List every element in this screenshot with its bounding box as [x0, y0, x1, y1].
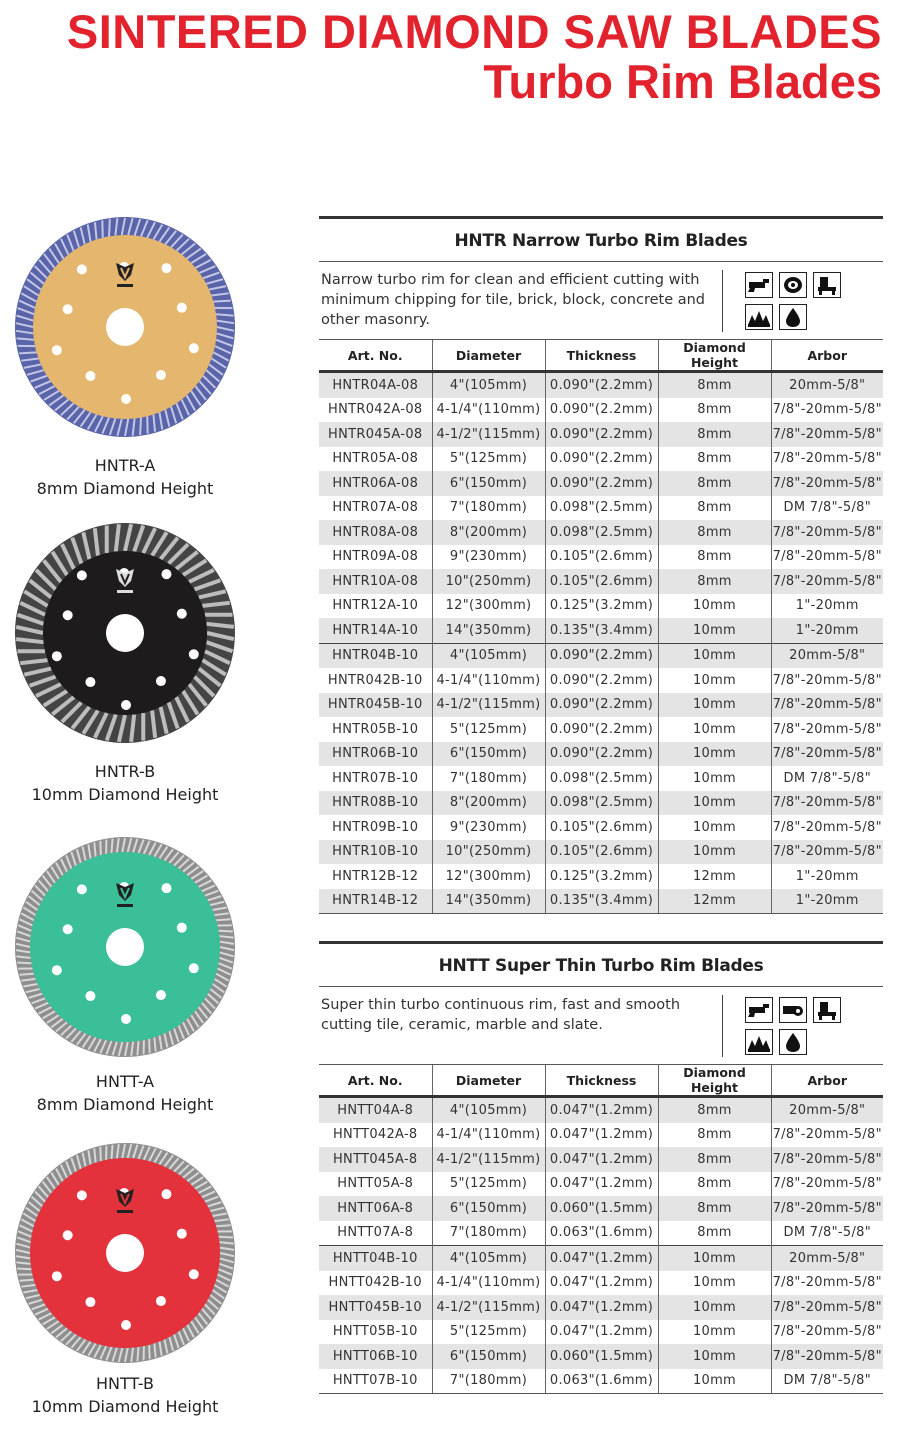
- table-cell: 7/8"-20mm-5/8": [771, 1295, 883, 1320]
- table-cell: 0.060"(1.5mm): [545, 1196, 658, 1221]
- table-cell: HNTT04B-10: [319, 1246, 432, 1271]
- table-cell: 7/8"-20mm-5/8": [771, 1172, 883, 1197]
- tile-cutter-icon: [779, 997, 807, 1023]
- hntr-section: [319, 216, 883, 914]
- table-row: [319, 1172, 883, 1197]
- table-row: [319, 1344, 883, 1369]
- table-row: [319, 496, 883, 521]
- blade-model-label: HNTR-B: [94, 762, 156, 781]
- table-cell: 7/8"-20mm-5/8": [771, 1344, 883, 1369]
- table-cell: 5"(125mm): [432, 717, 545, 742]
- table-cell: 20mm-5/8": [771, 372, 883, 398]
- table-cell: HNTR07B-10: [332, 770, 419, 786]
- table-cell: HNTR14A-10: [319, 618, 432, 643]
- table-cell: DM 7/8"-5/8": [771, 496, 883, 521]
- table-cell: 0.047"(1.2mm): [545, 1147, 658, 1172]
- table-cell: 0.090"(2.2mm): [545, 398, 658, 423]
- table-cell: 4-1/2"(115mm): [432, 1147, 545, 1172]
- column-header: Art. No.: [319, 340, 432, 372]
- table-cell: 10mm: [658, 840, 771, 865]
- table-cell: 7/8"-20mm-5/8": [771, 791, 883, 816]
- table-cell: 7/8"-20mm-5/8": [771, 569, 883, 594]
- table-row: [319, 791, 883, 816]
- table-row: [319, 815, 883, 840]
- table-cell: 10mm: [658, 1246, 771, 1271]
- table-row: [319, 1123, 883, 1148]
- table-cell: 20mm-5/8": [771, 1246, 883, 1271]
- table-cell: 0.090"(2.2mm): [545, 471, 658, 496]
- table-cell: 7/8"-20mm-5/8": [771, 742, 883, 767]
- table-row: [319, 693, 883, 718]
- table-cell: 8mm: [658, 1097, 771, 1123]
- table-row: [319, 1320, 883, 1345]
- table-row: [319, 840, 883, 865]
- table-cell: 0.135"(3.4mm): [545, 618, 658, 643]
- table-cell: 0.047"(1.2mm): [545, 1172, 658, 1197]
- table-cell: 5"(125mm): [432, 1320, 545, 1345]
- table-cell: 20mm-5/8": [771, 643, 883, 668]
- table-row: [319, 1221, 883, 1246]
- table-cell: 4-1/2"(115mm): [432, 422, 545, 447]
- table-cell: 4-1/4"(110mm): [432, 668, 545, 693]
- table-cell: 0.090"(2.2mm): [545, 668, 658, 693]
- table-row: [319, 1246, 883, 1271]
- section-description: Super thin turbo continuous rim, fast and smooth cutting tile, ceramic, marble and slate.: [321, 997, 681, 1033]
- table-row: [319, 422, 883, 447]
- table-cell: 0.047"(1.2mm): [545, 1271, 658, 1296]
- table-cell: 10mm: [658, 1271, 771, 1296]
- table-row: [319, 742, 883, 767]
- dry-cut-icon: [745, 1029, 773, 1055]
- table-cell: HNTT045B-10: [319, 1295, 432, 1320]
- table-cell: HNTT06A-8: [319, 1196, 432, 1221]
- table-cell: 14"(350mm): [432, 889, 545, 914]
- table-cell: HNTT07B-10: [319, 1369, 432, 1394]
- table-cell: 7/8"-20mm-5/8": [771, 545, 883, 570]
- table-cell: HNTR12B-12: [332, 868, 419, 884]
- table-cell: 10mm: [658, 1344, 771, 1369]
- table-cell: 10mm: [658, 643, 771, 668]
- column-header: Arbor: [771, 340, 883, 372]
- table-cell: HNTR05A-08: [332, 451, 419, 467]
- table-cell: 7/8"-20mm-5/8": [771, 815, 883, 840]
- table-cell: 0.047"(1.2mm): [545, 1097, 658, 1123]
- table-cell: 10mm: [658, 1320, 771, 1345]
- table-cell: 4-1/4"(110mm): [432, 1271, 545, 1296]
- table-row: [319, 668, 883, 693]
- blade-image-hntt-b: [14, 1142, 236, 1364]
- column-header: Diameter: [432, 1065, 545, 1097]
- blade-model-label: HNTT-B: [96, 1374, 154, 1393]
- section-title: HNTR Narrow Turbo Rim Blades: [319, 219, 883, 262]
- table-row: [319, 766, 883, 791]
- table-row: [319, 594, 883, 619]
- table-cell: 0.098"(2.5mm): [545, 520, 658, 545]
- table-cell: 7/8"-20mm-5/8": [771, 717, 883, 742]
- table-cell: 10mm: [658, 742, 771, 767]
- cutoff-saw-icon: [779, 272, 807, 298]
- table-cell: 8mm: [658, 471, 771, 496]
- table-cell: 6"(150mm): [432, 1196, 545, 1221]
- blade-height-label: 8mm Diamond Height: [36, 479, 214, 498]
- table-cell: 5"(125mm): [432, 447, 545, 472]
- table-cell: HNTR07A-08: [332, 500, 419, 516]
- table-cell: 0.063"(1.6mm): [545, 1221, 658, 1246]
- table-cell: HNTT045A-8: [319, 1147, 432, 1172]
- handheld-grinder-icon: [745, 272, 773, 298]
- table-cell: HNTR042B-10: [327, 672, 423, 688]
- dry-cut-icon: [745, 304, 773, 330]
- table-cell: 0.090"(2.2mm): [545, 742, 658, 767]
- table-cell: 0.090"(2.2mm): [545, 422, 658, 447]
- table-row: [319, 618, 883, 643]
- column-header: Diamond Height: [658, 340, 771, 372]
- table-row: [319, 1147, 883, 1172]
- table-cell: 1"-20mm: [771, 594, 883, 619]
- table-cell: 8mm: [658, 1123, 771, 1148]
- table-row: [319, 1097, 883, 1123]
- table-cell: 10"(250mm): [432, 569, 545, 594]
- table-row: [319, 1295, 883, 1320]
- table-row: [319, 545, 883, 570]
- table-cell: 0.105"(2.6mm): [545, 815, 658, 840]
- table-cell: 12mm: [658, 864, 771, 889]
- table-cell: 10mm: [658, 1295, 771, 1320]
- table-cell: 1"-20mm: [771, 864, 883, 889]
- blade-caption-hntr-b: [0, 760, 250, 806]
- table-cell: HNTT05B-10: [332, 1324, 418, 1340]
- table-cell: 7/8"-20mm-5/8": [771, 668, 883, 693]
- table-cell: 0.047"(1.2mm): [545, 1123, 658, 1148]
- blade-caption-hntr-a: [0, 454, 250, 500]
- table-cell: 10mm: [658, 668, 771, 693]
- table-cell: 8"(200mm): [432, 520, 545, 545]
- table-row: [319, 1271, 883, 1296]
- table-cell: 0.105"(2.6mm): [545, 569, 658, 594]
- blade-caption-hntt-b: [0, 1372, 250, 1418]
- table-cell: 4-1/2"(115mm): [432, 693, 545, 718]
- table-cell: 4-1/4"(110mm): [432, 398, 545, 423]
- table-cell: 0.090"(2.2mm): [545, 447, 658, 472]
- table-cell: 7"(180mm): [432, 766, 545, 791]
- column-header: Arbor: [771, 1065, 883, 1097]
- table-cell: 8mm: [658, 496, 771, 521]
- handheld-grinder-icon: [745, 997, 773, 1023]
- table-row: [319, 1369, 883, 1394]
- table-cell: 4"(105mm): [432, 372, 545, 398]
- column-header: Diamond Height: [658, 1065, 771, 1097]
- blade-model-label: HNTT-A: [95, 1072, 155, 1091]
- table-cell: HNTT042A-8: [332, 1127, 418, 1143]
- table-cell: 10mm: [658, 594, 771, 619]
- table-cell: 8mm: [658, 569, 771, 594]
- table-cell: 10mm: [658, 1369, 771, 1394]
- table-cell: 10mm: [658, 717, 771, 742]
- table-cell: HNTR10A-08: [319, 569, 432, 594]
- table-cell: 1"-20mm: [771, 618, 883, 643]
- table-cell: 0.090"(2.2mm): [545, 717, 658, 742]
- blade-height-label: 10mm Diamond Height: [31, 1397, 219, 1416]
- tile-saw-icon: [813, 997, 841, 1023]
- table-cell: 0.047"(1.2mm): [545, 1295, 658, 1320]
- blade-image-hntr-a: [14, 216, 236, 438]
- column-header: Thickness: [545, 340, 658, 372]
- table-cell: 10mm: [658, 693, 771, 718]
- table-cell: 5"(125mm): [432, 1172, 545, 1197]
- table-row: [319, 1196, 883, 1221]
- table-cell: 7/8"-20mm-5/8": [771, 1320, 883, 1345]
- table-cell: 14"(350mm): [432, 618, 545, 643]
- table-cell: 7/8"-20mm-5/8": [771, 1271, 883, 1296]
- table-cell: 12mm: [658, 889, 771, 914]
- tile-saw-icon: [813, 272, 841, 298]
- table-cell: 0.063"(1.6mm): [545, 1369, 658, 1394]
- table-cell: 0.098"(2.5mm): [545, 766, 658, 791]
- table-row: [319, 889, 883, 914]
- table-cell: HNTR10B-10: [319, 840, 432, 865]
- table-cell: 4"(105mm): [432, 643, 545, 668]
- table-cell: 0.125"(3.2mm): [545, 864, 658, 889]
- table-cell: DM 7/8"-5/8": [771, 1369, 883, 1394]
- blade-image-hntt-a: [14, 836, 236, 1058]
- column-header: Thickness: [545, 1065, 658, 1097]
- table-cell: 7/8"-20mm-5/8": [771, 398, 883, 423]
- table-cell: 7/8"-20mm-5/8": [771, 1147, 883, 1172]
- table-cell: 10mm: [658, 618, 771, 643]
- table-cell: 7/8"-20mm-5/8": [771, 693, 883, 718]
- blade-caption-hntt-a: [0, 1070, 250, 1116]
- table-cell: 10mm: [658, 815, 771, 840]
- table-row: [319, 569, 883, 594]
- table-cell: 0.105"(2.6mm): [545, 545, 658, 570]
- table-cell: 0.090"(2.2mm): [545, 372, 658, 398]
- table-cell: HNTR04A-08: [319, 372, 432, 398]
- table-cell: 12"(300mm): [432, 864, 545, 889]
- table-cell: 7"(180mm): [432, 1221, 545, 1246]
- table-cell: HNTR08A-08: [319, 520, 432, 545]
- table-row: [319, 520, 883, 545]
- table-cell: 0.125"(3.2mm): [545, 594, 658, 619]
- table-cell: 9"(230mm): [432, 545, 545, 570]
- table-cell: 0.098"(2.5mm): [545, 791, 658, 816]
- table-cell: 8"(200mm): [432, 791, 545, 816]
- table-cell: 7"(180mm): [432, 1369, 545, 1394]
- hntr-spec-table: [319, 339, 883, 914]
- table-cell: 8mm: [658, 372, 771, 398]
- table-cell: 8mm: [658, 1147, 771, 1172]
- table-cell: 8mm: [658, 447, 771, 472]
- table-cell: 0.090"(2.2mm): [545, 643, 658, 668]
- page-subtitle: Turbo Rim Blades: [483, 55, 882, 108]
- table-cell: 0.060"(1.5mm): [545, 1344, 658, 1369]
- section-description: Narrow turbo rim for clean and efficient cutting with minimum chipping for tile, brick, block, concrete and other masonry.: [321, 272, 706, 328]
- blade-height-label: 8mm Diamond Height: [36, 1095, 214, 1114]
- blade-image-hntr-b: [14, 522, 236, 744]
- table-cell: 0.047"(1.2mm): [545, 1320, 658, 1345]
- table-cell: 7"(180mm): [432, 496, 545, 521]
- table-cell: 0.047"(1.2mm): [545, 1246, 658, 1271]
- blade-height-label: 10mm Diamond Height: [31, 785, 219, 804]
- table-cell: 7/8"-20mm-5/8": [771, 471, 883, 496]
- table-row: [319, 717, 883, 742]
- table-row: [319, 398, 883, 423]
- table-cell: 8mm: [658, 520, 771, 545]
- table-cell: 0.090"(2.2mm): [545, 693, 658, 718]
- table-row: [319, 447, 883, 472]
- table-cell: 1"-20mm: [771, 889, 883, 914]
- table-cell: 7/8"-20mm-5/8": [771, 447, 883, 472]
- table-cell: 8mm: [658, 1221, 771, 1246]
- section-title: HNTT Super Thin Turbo Rim Blades: [319, 944, 883, 987]
- table-cell: 7/8"-20mm-5/8": [771, 520, 883, 545]
- table-cell: HNTR06A-08: [319, 471, 432, 496]
- table-cell: 12"(300mm): [432, 594, 545, 619]
- table-cell: 10"(250mm): [432, 840, 545, 865]
- table-row: [319, 864, 883, 889]
- table-cell: 8mm: [658, 545, 771, 570]
- table-cell: HNTR042A-08: [328, 402, 423, 418]
- table-cell: 8mm: [658, 422, 771, 447]
- hntt-spec-table: [319, 1064, 883, 1394]
- table-cell: 4-1/4"(110mm): [432, 1123, 545, 1148]
- table-cell: 8mm: [658, 1196, 771, 1221]
- table-cell: HNTR12A-10: [332, 598, 419, 614]
- table-cell: 4"(105mm): [432, 1097, 545, 1123]
- table-cell: 8mm: [658, 1172, 771, 1197]
- table-cell: HNTT042B-10: [328, 1275, 422, 1291]
- table-cell: 6"(150mm): [432, 471, 545, 496]
- table-cell: DM 7/8"-5/8": [771, 1221, 883, 1246]
- table-cell: 8mm: [658, 398, 771, 423]
- table-cell: DM 7/8"-5/8": [771, 766, 883, 791]
- table-cell: HNTR09A-08: [332, 549, 419, 565]
- table-cell: 4"(105mm): [432, 1246, 545, 1271]
- table-cell: 0.135"(3.4mm): [545, 889, 658, 914]
- table-cell: HNTT07A-8: [337, 1225, 414, 1241]
- table-row: [319, 471, 883, 496]
- table-cell: HNTR08B-10: [319, 791, 432, 816]
- table-cell: HNTT06B-10: [319, 1344, 432, 1369]
- table-cell: 20mm-5/8": [771, 1097, 883, 1123]
- wet-cut-icon: [779, 304, 807, 330]
- table-cell: 0.105"(2.6mm): [545, 840, 658, 865]
- table-cell: 0.098"(2.5mm): [545, 496, 658, 521]
- table-cell: HNTR045B-10: [319, 693, 432, 718]
- table-cell: HNTR045A-08: [319, 422, 432, 447]
- table-cell: 7/8"-20mm-5/8": [771, 1123, 883, 1148]
- wet-cut-icon: [779, 1029, 807, 1055]
- table-cell: HNTR05B-10: [332, 721, 419, 737]
- table-cell: HNTR09B-10: [332, 819, 419, 835]
- table-cell: HNTR04B-10: [319, 643, 432, 668]
- table-cell: HNTT05A-8: [337, 1176, 414, 1192]
- table-row: [319, 372, 883, 398]
- column-header: Diameter: [432, 340, 545, 372]
- page-title: SINTERED DIAMOND SAW BLADES: [66, 5, 882, 58]
- table-cell: 9"(230mm): [432, 815, 545, 840]
- table-cell: 6"(150mm): [432, 1344, 545, 1369]
- table-cell: HNTT04A-8: [319, 1097, 432, 1123]
- table-cell: 6"(150mm): [432, 742, 545, 767]
- table-cell: 7/8"-20mm-5/8": [771, 840, 883, 865]
- table-cell: 7/8"-20mm-5/8": [771, 422, 883, 447]
- table-cell: 10mm: [658, 766, 771, 791]
- table-cell: HNTR14B-12: [319, 889, 432, 914]
- table-cell: HNTR06B-10: [319, 742, 432, 767]
- column-header: Art. No.: [319, 1065, 432, 1097]
- table-cell: 7/8"-20mm-5/8": [771, 1196, 883, 1221]
- blade-model-label: HNTR-A: [94, 456, 156, 475]
- table-cell: 10mm: [658, 791, 771, 816]
- table-cell: 4-1/2"(115mm): [432, 1295, 545, 1320]
- table-row: [319, 643, 883, 668]
- hntt-section: [319, 941, 883, 1394]
